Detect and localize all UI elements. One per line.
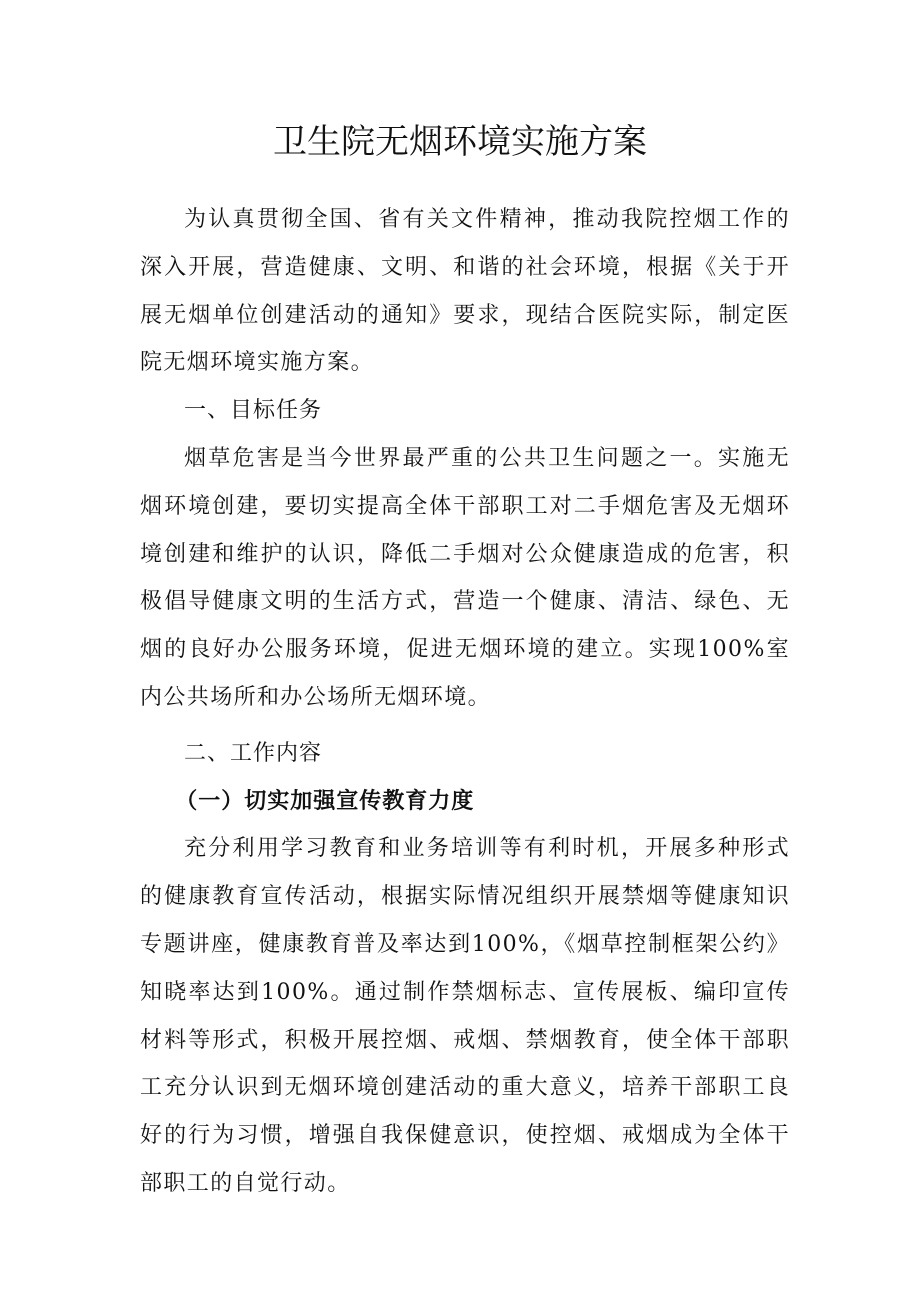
document-title: 卫生院无烟环境实施方案 bbox=[273, 122, 647, 162]
intro-paragraph: 为认真贯彻全国、省有关文件精神，推动我院控烟工作的深入开展，营造健康、文明、和谐的社会环境，根据《关于开展无烟单位创建活动的通知》要求，现结合医院实际，制定医院无烟环境实施方案。 bbox=[140, 207, 790, 376]
publicity-paragraph: 充分利用学习教育和业务培训等有利时机，开展多种形式的健康教育宣传活动，根据实际情况组织开展禁烟等健康知识专题讲座，健康教育普及率达到100%，《烟草控制框架公约》知晓率达到100%。通过制作禁烟标志、宣传展板、编印宣传材料等形式，积极开展控烟、戒烟、禁烟教育，使全体干部职工充分认识到无烟环境创建活动的重大意义，培养干部职工良好的行为习惯，增强自我保健意识，使控烟、戒烟成为全体干部职工的自觉行动。 bbox=[140, 836, 790, 1196]
section-heading-goals: 一、目标任务 bbox=[184, 398, 323, 424]
subsection-heading-publicity: （一）切实加强宣传教育力度 bbox=[175, 788, 475, 814]
document-body bbox=[140, 196, 790, 1208]
goals-paragraph: 烟草危害是当今世界最严重的公共卫生问题之一。实施无烟环境创建，要切实提高全体干部职工对二手烟危害及无烟环境创建和维护的认识，降低二手烟对公众健康造成的危害，积极倡导健康文明的生活方式，营造一个健康、清洁、绿色、无烟的良好办公服务环境，促进无烟环境的建立。实现100%室内公共场所和办公场所无烟环境。 bbox=[140, 445, 790, 710]
section-heading-work-content: 二、工作内容 bbox=[184, 740, 323, 766]
